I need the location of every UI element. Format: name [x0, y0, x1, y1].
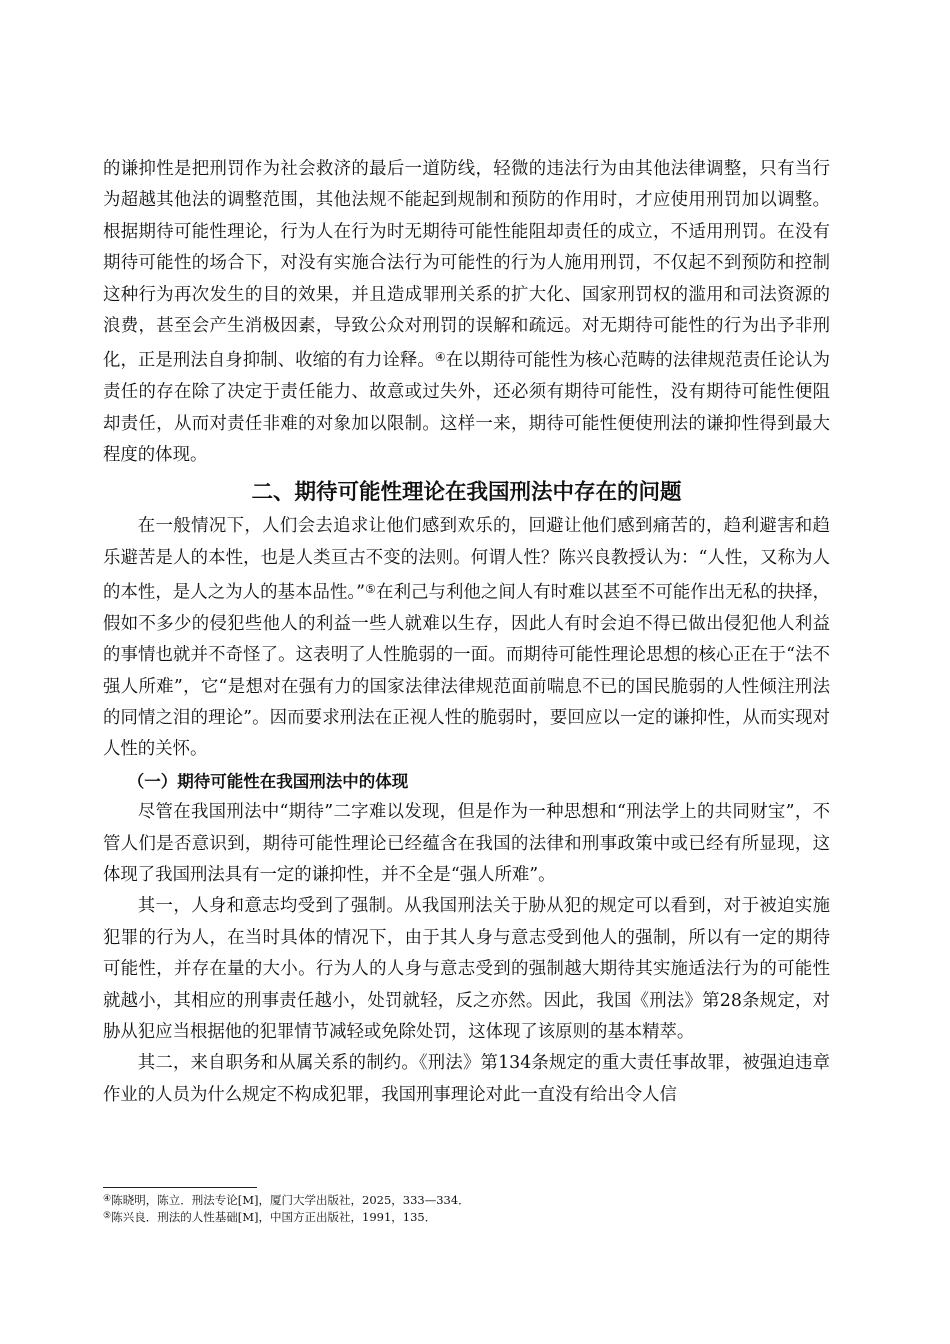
subsection-title: （一）期待可能性在我国刑法中的体现: [127, 771, 409, 791]
footnote-mark: ④: [103, 1193, 112, 1204]
footnote: [103, 1208, 830, 1225]
section-title: 二、期待可能性理论在我国刑法中存在的问题: [251, 480, 682, 506]
footnotes: [103, 1191, 830, 1225]
paragraph: 其一，人身和意志均受到了强制。从我国刑法关于胁从犯的规定可以看到，对于被迫实施犯罪的行为人，在当时具体的情况下，由于其人身与意志受到他人的强制，所以有一定的期待可能性，并存在量的大小。行为人的人身与意志受到的强制越大期待其实施适法行为的可能性就越小，其相应的刑事责任越小，处罚就轻，反之亦然。因此，我国《刑法》第28条规定，对胁从犯应当根据他的犯罪情节减轻或免除处罚，这体现了该原则的基本精萃。: [103, 896, 830, 1043]
body-text: [103, 154, 830, 1111]
paragraph: [103, 511, 830, 766]
paragraph-continued: [103, 154, 830, 471]
footnote-ref: ④: [434, 350, 446, 365]
footnote: [103, 1191, 830, 1208]
footnote-mark: ⑤: [103, 1209, 112, 1221]
paragraph: 尽管在我国刑法中“期待”二字难以发现，但是作为一种思想和“刑法学上的共同财宝”，不管人们是否意识到，期待可能性理论已经蕴含在我国的法律和刑事政策中或已经有所显现，这体现了我国刑法具有一定的谦抑性，并不全是“强人所难”。: [103, 802, 830, 886]
footnote-text: 陈兴良．刑法的人性基础[M]，中国方正出版社，1991，135．: [111, 1209, 437, 1224]
paragraph-text: 在一般情况下，人们会去追求让他们感到欢乐的，回避让他们感到痛苦的，趋利避害和趋乐避苦是人的本性，也是人类亘古不变的法则。何谓人性？陈兴良教授认为：“人性，又称为人的本性，是人之为人的基本品性。”: [103, 516, 830, 603]
paragraph-text: 的谦抑性是把刑罚作为社会救济的最后一道防线，轻微的违法行为由其他法律调整，只有当行为超越其他法的调整范围，其他法规不能起到规制和预防的作用时，才应使用刑罚加以调整。根据期待可能性理论，行为人在行为时无期待可能性能阻却责任的成立，不适用刑罚。在没有期待可能性的场合下，对没有实施合法行为可能性的行为人施用刑罚，不仅起不到预防和控制这种行为再次发生的目的效果，并且造成罪刑关系的扩大化、国家刑罚权的滥用和司法资源的浪费，甚至会产生消极因素，导致公众对刑罚的误解和疏远。对无期待可能性的行为出予非刑化，正是刑法自身抑制、收缩的有力诠释。: [103, 159, 830, 371]
footnote-ref: ⑤: [365, 582, 377, 597]
paragraph-text: 在以期待可能性为核心范畴的法律规范责任论认为责任的存在除了决定于责任能力、故意或过失外，还必须有期待可能性，没有期待可能性便阻却责任，从而对责任非难的对象加以限制。这样一来，期待可能性便使刑法的谦抑性得到最大程度的体现。: [103, 350, 830, 465]
paragraph: 其二，来自职务和从属关系的制约。《刑法》第134条规定的重大责任事故罪，被强迫违章作业的人员为什么规定不构成犯罪，我国刑事理论对此一直没有给出令人信: [103, 1053, 830, 1105]
footnote-divider: [103, 1187, 257, 1188]
footnote-text: 陈晓明，陈立．刑法专论[M]，厦门大学出版社，2025，333—334．: [111, 1192, 470, 1207]
paragraph-text: 在利己与利他之间人有时难以甚至不可能作出无私的抉择，假如不多少的侵犯些他人的利益一些人就难以生存，因此人有时会迫不得已做出侵犯他人利益的事情也就并不奇怪了。这表明了人性脆弱的一面。而期待可能性理论思想的核心正在于“法不强人所难”，它“是想对在强有力的国家法律法律规范面前喘息不已的国民脆弱的人性倾注刑法的同情之泪的理论”。因而要求刑法在正视人性的脆弱时，要回应以一定的谦抑性，从而实现对人性的关怀。: [103, 582, 830, 760]
